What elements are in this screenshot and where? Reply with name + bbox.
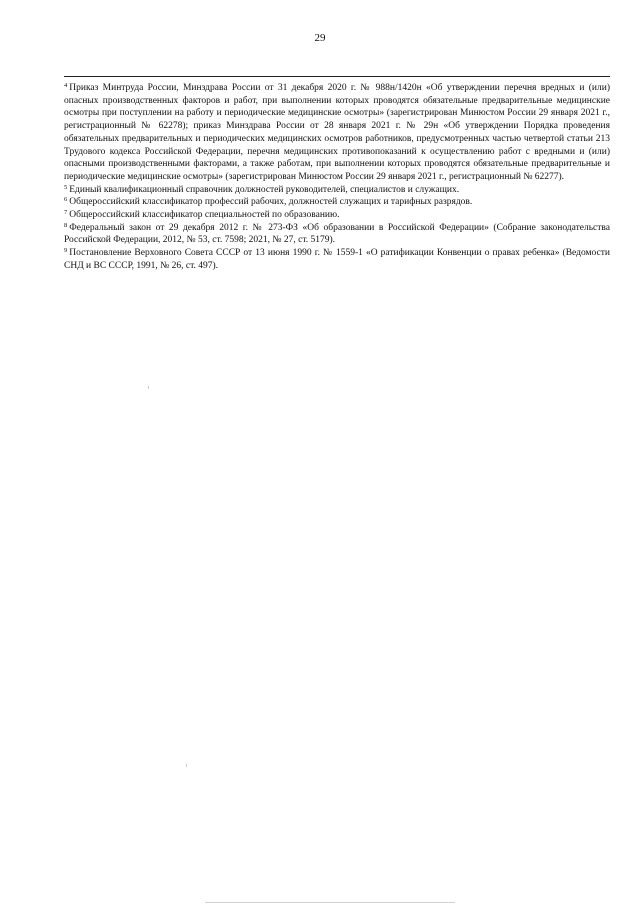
footnote-text: Общероссийский классификатор профессий рабочих, должностей служащих и тарифных разрядов. bbox=[69, 197, 473, 208]
footnote-mark: 4 bbox=[64, 82, 68, 89]
footnote-mark: 7 bbox=[64, 209, 68, 217]
footnote-9 bbox=[64, 247, 610, 272]
scan-artifact bbox=[205, 902, 455, 903]
footnote-separator bbox=[64, 76, 610, 77]
footnotes-section bbox=[64, 82, 610, 273]
footnote-mark: 8 bbox=[64, 221, 68, 229]
footnote-8 bbox=[64, 222, 610, 247]
footnote-7 bbox=[64, 209, 610, 222]
footnote-text: Федеральный закон от 29 декабря 2012 г. № 273-ФЗ «Об образовании в Российской Федерации» (Собрание законодательства Российской Федерации, 2012, № 53, ст. 7598; 2021, № 27, ст. 5179). bbox=[64, 222, 610, 246]
footnote-4 bbox=[64, 82, 610, 184]
footnote-mark: 9 bbox=[64, 247, 68, 255]
footnote-6 bbox=[64, 196, 610, 209]
footnote-text: Единый квалификационный справочник должностей руководителей, специалистов и служащих. bbox=[69, 184, 460, 195]
page-number: 29 bbox=[314, 32, 326, 44]
footnote-5 bbox=[64, 184, 610, 197]
footnote-text: Постановление Верховного Совета СССР от 13 июня 1990 г. № 1559-1 «О ратификации Конвенции о правах ребенка» (Ведомости СНД и ВС СССР, 1991, № 26, ст. 497). bbox=[64, 248, 610, 271]
scan-artifact bbox=[148, 386, 149, 389]
scan-artifact bbox=[186, 764, 187, 767]
footnote-text: Приказ Минтруда России, Минздрава России от 31 декабря 2020 г. № 988н/1420н «Об утверждении перечня вредных и (или) опасных производственных факторов и работ, при выполнении которых проводятся обязательные предварительные медицинские осмотры при поступлении на работу и периодические медицинские осмотры» (зарегистрирован Минюстом России 29 января 2021 г., регистрационный № 62278); приказ Минздрава России от 28 января 2021 г. № 29н «Об утверждении Порядка проведения обязательных предварительных и периодических медицинских осмотров работников, предусмотренных частью четвертой статьи 213 Трудового кодекса Российской Федерации, перечня медицинских противопоказаний к осуществлению работ с вредными и (или) опасными производственными факторами, а также работам, при выполнении которых проводятся обязательные предварительные и периодические медицинские осмотры» (зарегистрирован Минюстом России 29 января 2021 г., регистрационный № 62277). bbox=[64, 83, 610, 182]
footnote-text: Общероссийский классификатор специальностей по образованию. bbox=[69, 210, 340, 221]
footnote-mark: 6 bbox=[64, 196, 68, 204]
footnote-mark: 5 bbox=[64, 183, 68, 191]
